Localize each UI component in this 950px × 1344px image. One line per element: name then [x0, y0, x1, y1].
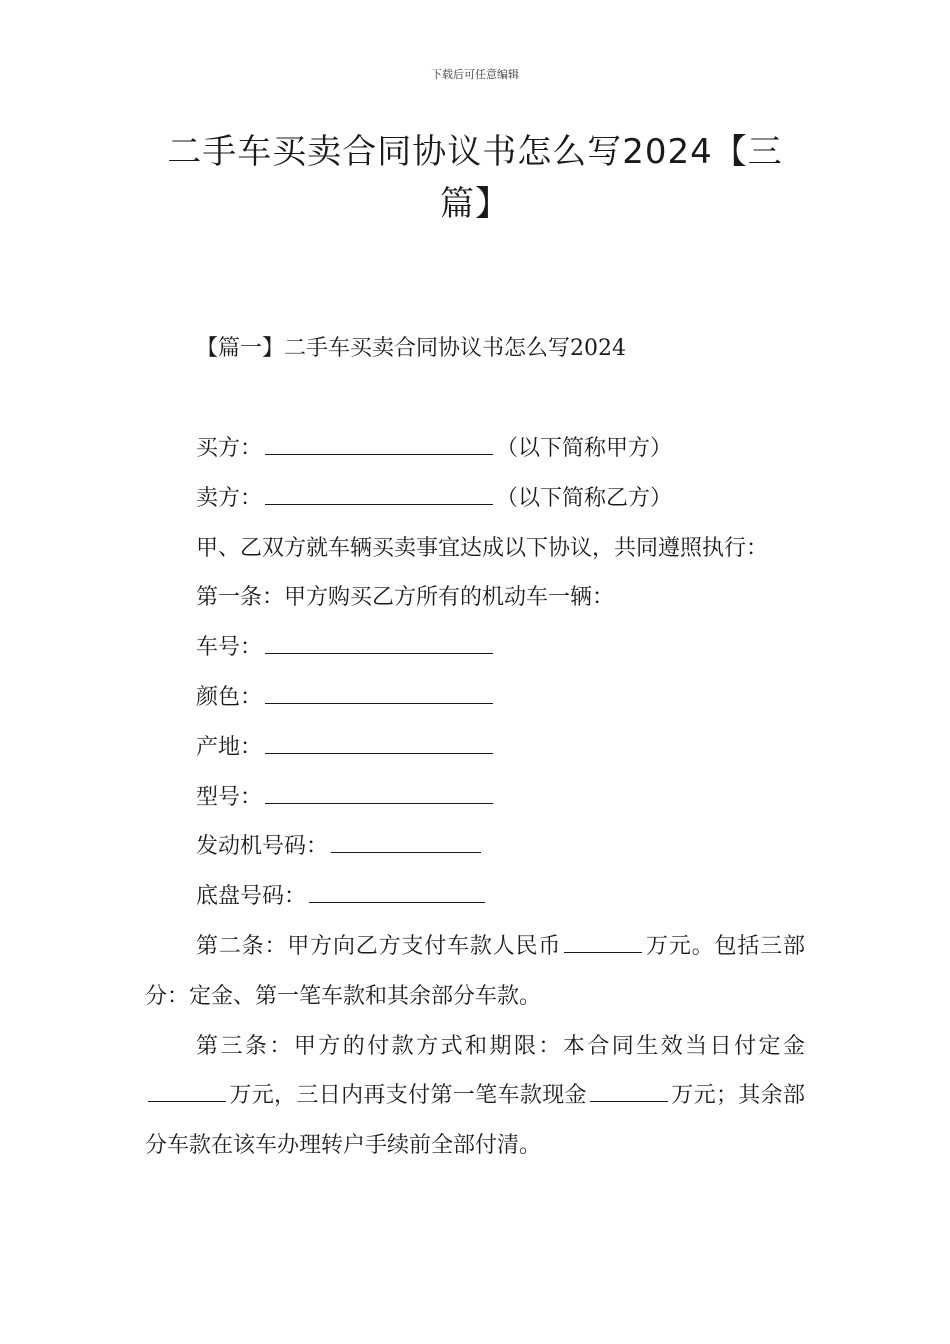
- chassis-line: [145, 872, 805, 922]
- article-3: [145, 1022, 805, 1171]
- model-label: 型号：: [196, 784, 263, 810]
- document-title: 二手车买卖合同协议书怎么写2024【三篇】: [167, 132, 783, 224]
- chassis-blank: [309, 876, 485, 903]
- article-1: 第一条：甲方购买乙方所有的机动车一辆：: [196, 585, 615, 611]
- header-note: 下载后可任意编辑: [431, 68, 519, 81]
- price-blank: [564, 926, 642, 953]
- engine-blank: [331, 826, 481, 853]
- origin-label: 产地：: [196, 734, 263, 760]
- document-body: [145, 424, 805, 1171]
- seller-blank: [265, 478, 493, 505]
- origin-blank: [265, 727, 493, 754]
- plate-label: 车号：: [196, 635, 263, 661]
- buyer-line: [145, 424, 805, 474]
- model-blank: [265, 777, 493, 804]
- section-heading: 【篇一】二手车买卖合同协议书怎么写2024: [196, 336, 626, 361]
- seller-line: [145, 474, 805, 524]
- article-3-part-b: 万元，三日内再支付第一笔车款现金: [229, 1083, 587, 1109]
- engine-label: 发动机号码：: [196, 834, 329, 860]
- model-line: [145, 773, 805, 823]
- color-label: 颜色：: [196, 684, 263, 710]
- deposit-blank: [148, 1075, 226, 1102]
- plate-blank: [265, 627, 493, 654]
- first-payment-blank: [590, 1075, 668, 1102]
- article-2-part-a: 第二条：甲方向乙方支付车款人民币: [196, 933, 562, 959]
- buyer-suffix: （以下简称甲方）: [496, 436, 673, 461]
- color-blank: [265, 677, 493, 704]
- article-3-part-c: 万元；其余部分车款在该车办理转户手续前全部付清。: [145, 1083, 805, 1159]
- intro-paragraph: 甲、乙双方就车辆买卖事宜达成以下协议，共同遵照执行：: [196, 535, 769, 561]
- article-2: [145, 922, 805, 1022]
- buyer-blank: [265, 428, 493, 455]
- buyer-label: 买方：: [196, 436, 263, 461]
- plate-line: [145, 623, 805, 673]
- seller-suffix: （以下简称乙方）: [496, 485, 673, 511]
- article-2-part-b: 万元。包括三部分：定金、第一笔车款和其余部分车款。: [145, 933, 805, 1009]
- article-3-part-a: 第三条：甲方的付款方式和期限：本合同生效当日付定金: [196, 1033, 805, 1059]
- color-line: [145, 673, 805, 723]
- engine-line: [145, 822, 805, 872]
- seller-label: 卖方：: [196, 485, 263, 511]
- origin-line: [145, 723, 805, 773]
- chassis-label: 底盘号码：: [196, 884, 307, 910]
